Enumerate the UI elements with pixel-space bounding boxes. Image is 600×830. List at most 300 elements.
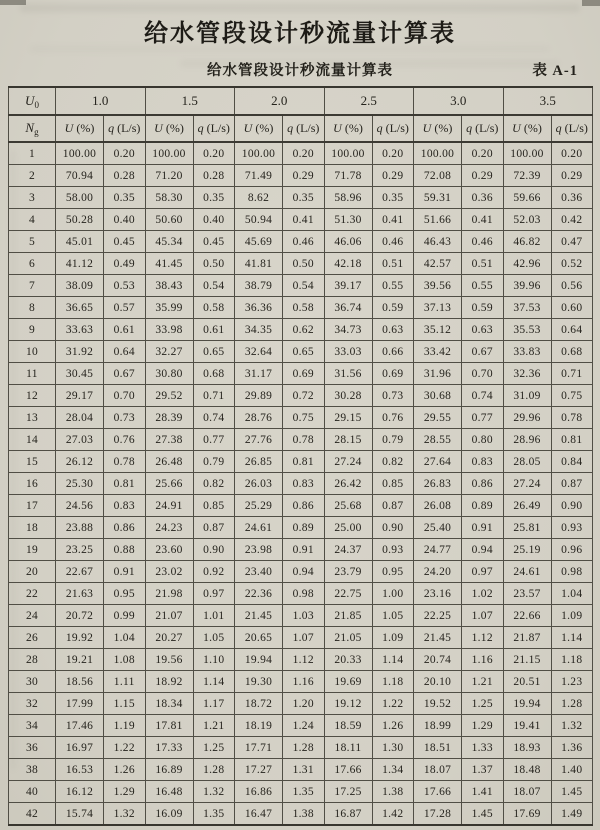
table-number-label: 表 A-1 (532, 63, 578, 79)
value-cell: 24.61 (503, 561, 551, 583)
value-cell: 0.68 (193, 363, 235, 385)
value-cell: 1.21 (462, 671, 504, 693)
value-cell: 1.00 (372, 583, 414, 605)
value-cell: 18.99 (414, 715, 462, 737)
value-cell: 0.79 (193, 451, 235, 473)
value-cell: 51.30 (324, 209, 372, 231)
value-cell: 0.64 (551, 319, 593, 341)
value-cell: 21.45 (235, 605, 283, 627)
value-cell: 1.02 (462, 583, 504, 605)
value-cell: 29.17 (56, 385, 104, 407)
value-cell: 59.66 (503, 187, 551, 209)
value-cell: 0.67 (462, 341, 504, 363)
value-cell: 18.56 (56, 671, 104, 693)
table-row (9, 451, 593, 473)
value-cell: 20.65 (235, 627, 283, 649)
value-cell: 19.12 (324, 693, 372, 715)
value-cell: 29.52 (145, 385, 193, 407)
value-cell: 0.86 (462, 473, 504, 495)
col-header-u: U (%) (414, 115, 462, 142)
value-cell: 0.58 (283, 297, 325, 319)
row-number-cell: 17 (9, 495, 56, 517)
value-cell: 0.71 (551, 363, 593, 385)
value-cell: 45.69 (235, 231, 283, 253)
value-cell: 0.77 (193, 429, 235, 451)
table-row (9, 495, 593, 517)
value-cell: 72.39 (503, 165, 551, 187)
table-row (9, 517, 593, 539)
row-number-cell: 40 (9, 781, 56, 803)
value-cell: 24.56 (56, 495, 104, 517)
value-cell: 0.75 (551, 385, 593, 407)
table-row (9, 231, 593, 253)
flow-table-head (9, 87, 593, 142)
value-cell: 0.55 (462, 275, 504, 297)
value-cell: 18.93 (503, 737, 551, 759)
value-cell: 1.26 (104, 759, 146, 781)
value-cell: 0.29 (372, 165, 414, 187)
value-cell: 19.41 (503, 715, 551, 737)
value-cell: 26.49 (503, 495, 551, 517)
value-cell: 23.60 (145, 539, 193, 561)
value-cell: 0.83 (283, 473, 325, 495)
value-cell: 0.70 (104, 385, 146, 407)
value-cell: 37.53 (503, 297, 551, 319)
value-cell: 39.17 (324, 275, 372, 297)
value-cell: 0.62 (283, 319, 325, 341)
value-cell: 39.96 (503, 275, 551, 297)
value-cell: 28.05 (503, 451, 551, 473)
value-cell: 0.54 (283, 275, 325, 297)
value-cell: 0.28 (193, 165, 235, 187)
value-cell: 0.87 (193, 517, 235, 539)
value-cell: 1.20 (283, 693, 325, 715)
u0-value-cell: 1.0 (56, 87, 146, 115)
value-cell: 29.15 (324, 407, 372, 429)
value-cell: 1.35 (193, 803, 235, 826)
row-number-cell: 28 (9, 649, 56, 671)
table-row (9, 297, 593, 319)
value-cell: 17.71 (235, 737, 283, 759)
value-cell: 0.57 (104, 297, 146, 319)
value-cell: 17.66 (414, 781, 462, 803)
value-cell: 59.31 (414, 187, 462, 209)
value-cell: 26.83 (414, 473, 462, 495)
value-cell: 17.81 (145, 715, 193, 737)
value-cell: 0.35 (283, 187, 325, 209)
value-cell: 0.58 (193, 297, 235, 319)
value-cell: 0.91 (104, 561, 146, 583)
value-cell: 1.29 (462, 715, 504, 737)
table-row (9, 407, 593, 429)
value-cell: 28.55 (414, 429, 462, 451)
value-cell: 71.78 (324, 165, 372, 187)
value-cell: 51.66 (414, 209, 462, 231)
value-cell: 0.68 (551, 341, 593, 363)
value-cell: 0.46 (283, 231, 325, 253)
value-cell: 22.66 (503, 605, 551, 627)
value-cell: 29.55 (414, 407, 462, 429)
value-cell: 27.38 (145, 429, 193, 451)
value-cell: 21.87 (503, 627, 551, 649)
value-cell: 24.37 (324, 539, 372, 561)
row-number-cell: 6 (9, 253, 56, 275)
value-cell: 0.41 (372, 209, 414, 231)
value-cell: 100.00 (414, 142, 462, 165)
value-cell: 1.21 (193, 715, 235, 737)
value-cell: 33.42 (414, 341, 462, 363)
value-cell: 0.56 (551, 275, 593, 297)
u0-value-cell: 1.5 (145, 87, 235, 115)
value-cell: 18.92 (145, 671, 193, 693)
value-cell: 46.82 (503, 231, 551, 253)
value-cell: 0.20 (462, 142, 504, 165)
value-cell: 0.45 (193, 231, 235, 253)
value-cell: 1.37 (462, 759, 504, 781)
value-cell: 35.12 (414, 319, 462, 341)
value-cell: 1.10 (193, 649, 235, 671)
value-cell: 42.57 (414, 253, 462, 275)
value-cell: 16.47 (235, 803, 283, 826)
value-cell: 1.14 (372, 649, 414, 671)
row-number-cell: 36 (9, 737, 56, 759)
value-cell: 0.83 (462, 451, 504, 473)
value-cell: 1.45 (462, 803, 504, 826)
col-header-u: U (%) (324, 115, 372, 142)
value-cell: 16.48 (145, 781, 193, 803)
value-cell: 33.03 (324, 341, 372, 363)
row-number-cell: 5 (9, 231, 56, 253)
value-cell: 0.82 (372, 451, 414, 473)
col-header-q: q (L/s) (193, 115, 235, 142)
value-cell: 17.25 (324, 781, 372, 803)
value-cell: 28.96 (503, 429, 551, 451)
value-cell: 25.40 (414, 517, 462, 539)
row-number-cell: 8 (9, 297, 56, 319)
row-number-cell: 18 (9, 517, 56, 539)
value-cell: 1.03 (283, 605, 325, 627)
value-cell: 0.78 (104, 451, 146, 473)
value-cell: 27.76 (235, 429, 283, 451)
value-cell: 0.84 (551, 451, 593, 473)
value-cell: 21.15 (503, 649, 551, 671)
scan-edge-mark (0, 0, 26, 5)
table-row (9, 187, 593, 209)
value-cell: 23.98 (235, 539, 283, 561)
value-cell: 0.83 (104, 495, 146, 517)
value-cell: 38.79 (235, 275, 283, 297)
table-row (9, 142, 593, 165)
value-cell: 19.94 (235, 649, 283, 671)
paper-bleedthrough (20, 4, 580, 12)
value-cell: 16.89 (145, 759, 193, 781)
value-cell: 0.89 (283, 517, 325, 539)
value-cell: 16.53 (56, 759, 104, 781)
value-cell: 31.96 (414, 363, 462, 385)
value-cell: 35.53 (503, 319, 551, 341)
value-cell: 20.33 (324, 649, 372, 671)
value-cell: 27.03 (56, 429, 104, 451)
row-number-cell: 12 (9, 385, 56, 407)
value-cell: 46.43 (414, 231, 462, 253)
value-cell: 25.19 (503, 539, 551, 561)
value-cell: 0.20 (551, 142, 593, 165)
value-cell: 1.33 (462, 737, 504, 759)
row-number-cell: 14 (9, 429, 56, 451)
value-cell: 18.07 (503, 781, 551, 803)
table-row (9, 539, 593, 561)
value-cell: 0.55 (372, 275, 414, 297)
value-cell: 26.48 (145, 451, 193, 473)
value-cell: 26.08 (414, 495, 462, 517)
value-cell: 70.94 (56, 165, 104, 187)
value-cell: 0.72 (283, 385, 325, 407)
value-cell: 27.24 (503, 473, 551, 495)
value-cell: 30.45 (56, 363, 104, 385)
row-number-cell: 26 (9, 627, 56, 649)
value-cell: 0.90 (551, 495, 593, 517)
value-cell: 0.70 (462, 363, 504, 385)
u0-value-cell: 3.0 (414, 87, 504, 115)
value-cell: 0.36 (551, 187, 593, 209)
value-cell: 34.73 (324, 319, 372, 341)
value-cell: 20.27 (145, 627, 193, 649)
value-cell: 0.29 (551, 165, 593, 187)
value-cell: 0.77 (462, 407, 504, 429)
table-caption: 给水管段设计秒流量计算表 (207, 63, 393, 79)
value-cell: 0.66 (372, 341, 414, 363)
value-cell: 42.18 (324, 253, 372, 275)
value-cell: 100.00 (145, 142, 193, 165)
value-cell: 23.25 (56, 539, 104, 561)
value-cell: 0.71 (193, 385, 235, 407)
row-number-cell: 32 (9, 693, 56, 715)
value-cell: 23.88 (56, 517, 104, 539)
value-cell: 1.18 (551, 649, 593, 671)
row-number-cell: 30 (9, 671, 56, 693)
value-cell: 0.94 (283, 561, 325, 583)
value-cell: 19.52 (414, 693, 462, 715)
table-row (9, 781, 593, 803)
value-cell: 1.41 (462, 781, 504, 803)
row-number-cell: 19 (9, 539, 56, 561)
value-cell: 1.32 (551, 715, 593, 737)
value-cell: 16.12 (56, 781, 104, 803)
value-cell: 0.51 (462, 253, 504, 275)
value-cell: 0.95 (372, 561, 414, 583)
flow-table-body (9, 142, 593, 825)
value-cell: 39.56 (414, 275, 462, 297)
table-row (9, 737, 593, 759)
value-cell: 72.08 (414, 165, 462, 187)
value-cell: 19.21 (56, 649, 104, 671)
value-cell: 24.91 (145, 495, 193, 517)
value-cell: 36.74 (324, 297, 372, 319)
value-cell: 0.90 (372, 517, 414, 539)
value-cell: 1.28 (283, 737, 325, 759)
value-cell: 18.34 (145, 693, 193, 715)
value-cell: 23.02 (145, 561, 193, 583)
value-cell: 0.74 (193, 407, 235, 429)
value-cell: 0.63 (372, 319, 414, 341)
value-cell: 1.23 (551, 671, 593, 693)
value-cell: 50.28 (56, 209, 104, 231)
value-cell: 31.56 (324, 363, 372, 385)
table-row (9, 253, 593, 275)
col-header-q: q (L/s) (372, 115, 414, 142)
table-row (9, 473, 593, 495)
value-cell: 0.50 (283, 253, 325, 275)
value-cell: 1.42 (372, 803, 414, 826)
value-cell: 0.42 (551, 209, 593, 231)
value-cell: 0.41 (462, 209, 504, 231)
value-cell: 27.64 (414, 451, 462, 473)
value-cell: 35.99 (145, 297, 193, 319)
value-cell: 26.42 (324, 473, 372, 495)
table-row (9, 627, 593, 649)
value-cell: 22.25 (414, 605, 462, 627)
value-cell: 31.17 (235, 363, 283, 385)
value-cell: 0.46 (462, 231, 504, 253)
value-cell: 1.28 (193, 759, 235, 781)
value-cell: 29.89 (235, 385, 283, 407)
value-cell: 1.40 (551, 759, 593, 781)
value-cell: 19.94 (503, 693, 551, 715)
value-cell: 32.27 (145, 341, 193, 363)
value-cell: 46.06 (324, 231, 372, 253)
value-cell: 1.04 (551, 583, 593, 605)
value-cell: 1.05 (193, 627, 235, 649)
value-cell: 0.59 (462, 297, 504, 319)
value-cell: 1.01 (193, 605, 235, 627)
value-cell: 0.61 (104, 319, 146, 341)
u0-value-cell: 2.5 (324, 87, 414, 115)
value-cell: 0.28 (104, 165, 146, 187)
page-title: 给水管段设计秒流量计算表 (144, 21, 456, 47)
value-cell: 18.72 (235, 693, 283, 715)
value-cell: 0.93 (372, 539, 414, 561)
value-cell: 0.95 (104, 583, 146, 605)
value-cell: 17.69 (503, 803, 551, 826)
value-cell: 33.83 (503, 341, 551, 363)
row-number-cell: 20 (9, 561, 56, 583)
value-cell: 1.16 (462, 649, 504, 671)
value-cell: 0.76 (372, 407, 414, 429)
value-cell: 24.61 (235, 517, 283, 539)
table-row (9, 605, 593, 627)
value-cell: 21.07 (145, 605, 193, 627)
value-cell: 52.03 (503, 209, 551, 231)
value-cell: 17.33 (145, 737, 193, 759)
value-cell: 18.07 (414, 759, 462, 781)
value-cell: 0.64 (104, 341, 146, 363)
value-cell: 20.74 (414, 649, 462, 671)
value-cell: 21.63 (56, 583, 104, 605)
value-cell: 1.12 (462, 627, 504, 649)
value-cell: 1.30 (372, 737, 414, 759)
value-cell: 0.76 (104, 429, 146, 451)
value-cell: 22.36 (235, 583, 283, 605)
row-number-cell: 22 (9, 583, 56, 605)
value-cell: 0.73 (372, 385, 414, 407)
value-cell: 42.96 (503, 253, 551, 275)
value-cell: 0.90 (193, 539, 235, 561)
value-cell: 1.12 (283, 649, 325, 671)
col-header-q: q (L/s) (104, 115, 146, 142)
value-cell: 58.30 (145, 187, 193, 209)
value-cell: 1.25 (193, 737, 235, 759)
value-cell: 1.09 (551, 605, 593, 627)
value-cell: 0.98 (283, 583, 325, 605)
value-cell: 1.34 (372, 759, 414, 781)
value-cell: 0.91 (462, 517, 504, 539)
value-cell: 22.75 (324, 583, 372, 605)
value-cell: 25.81 (503, 517, 551, 539)
value-cell: 29.96 (503, 407, 551, 429)
value-cell: 18.48 (503, 759, 551, 781)
value-cell: 0.67 (104, 363, 146, 385)
value-cell: 0.96 (551, 539, 593, 561)
value-cell: 1.18 (372, 671, 414, 693)
value-cell: 30.68 (414, 385, 462, 407)
value-cell: 0.73 (104, 407, 146, 429)
value-cell: 0.40 (104, 209, 146, 231)
value-cell: 0.35 (372, 187, 414, 209)
value-cell: 1.16 (283, 671, 325, 693)
value-cell: 1.22 (104, 737, 146, 759)
col-header-q: q (L/s) (283, 115, 325, 142)
value-cell: 100.00 (235, 142, 283, 165)
value-cell: 27.24 (324, 451, 372, 473)
value-cell: 0.36 (462, 187, 504, 209)
value-cell: 41.81 (235, 253, 283, 275)
value-cell: 28.15 (324, 429, 372, 451)
table-row (9, 363, 593, 385)
value-cell: 0.45 (104, 231, 146, 253)
value-cell: 0.20 (372, 142, 414, 165)
value-cell: 0.88 (104, 539, 146, 561)
row-number-cell: 10 (9, 341, 56, 363)
value-cell: 23.57 (503, 583, 551, 605)
value-cell: 20.51 (503, 671, 551, 693)
value-cell: 16.86 (235, 781, 283, 803)
value-cell: 0.89 (462, 495, 504, 517)
value-cell: 24.20 (414, 561, 462, 583)
value-cell: 0.49 (104, 253, 146, 275)
value-cell: 58.96 (324, 187, 372, 209)
row-number-cell: 1 (9, 142, 56, 165)
value-cell: 1.09 (372, 627, 414, 649)
col-header-q: q (L/s) (551, 115, 593, 142)
value-cell: 0.63 (462, 319, 504, 341)
value-cell: 1.49 (551, 803, 593, 826)
value-cell: 0.85 (193, 495, 235, 517)
value-cell: 58.00 (56, 187, 104, 209)
row-number-cell: 13 (9, 407, 56, 429)
value-cell: 50.94 (235, 209, 283, 231)
row-number-cell: 15 (9, 451, 56, 473)
value-cell: 100.00 (56, 142, 104, 165)
value-cell: 0.20 (104, 142, 146, 165)
value-cell: 1.17 (193, 693, 235, 715)
value-cell: 0.91 (283, 539, 325, 561)
corner-cell-ng: $N_g$ (9, 115, 56, 142)
table-row (9, 429, 593, 451)
value-cell: 0.35 (193, 187, 235, 209)
value-cell: 19.30 (235, 671, 283, 693)
value-cell: 18.59 (324, 715, 372, 737)
value-cell: 1.22 (372, 693, 414, 715)
